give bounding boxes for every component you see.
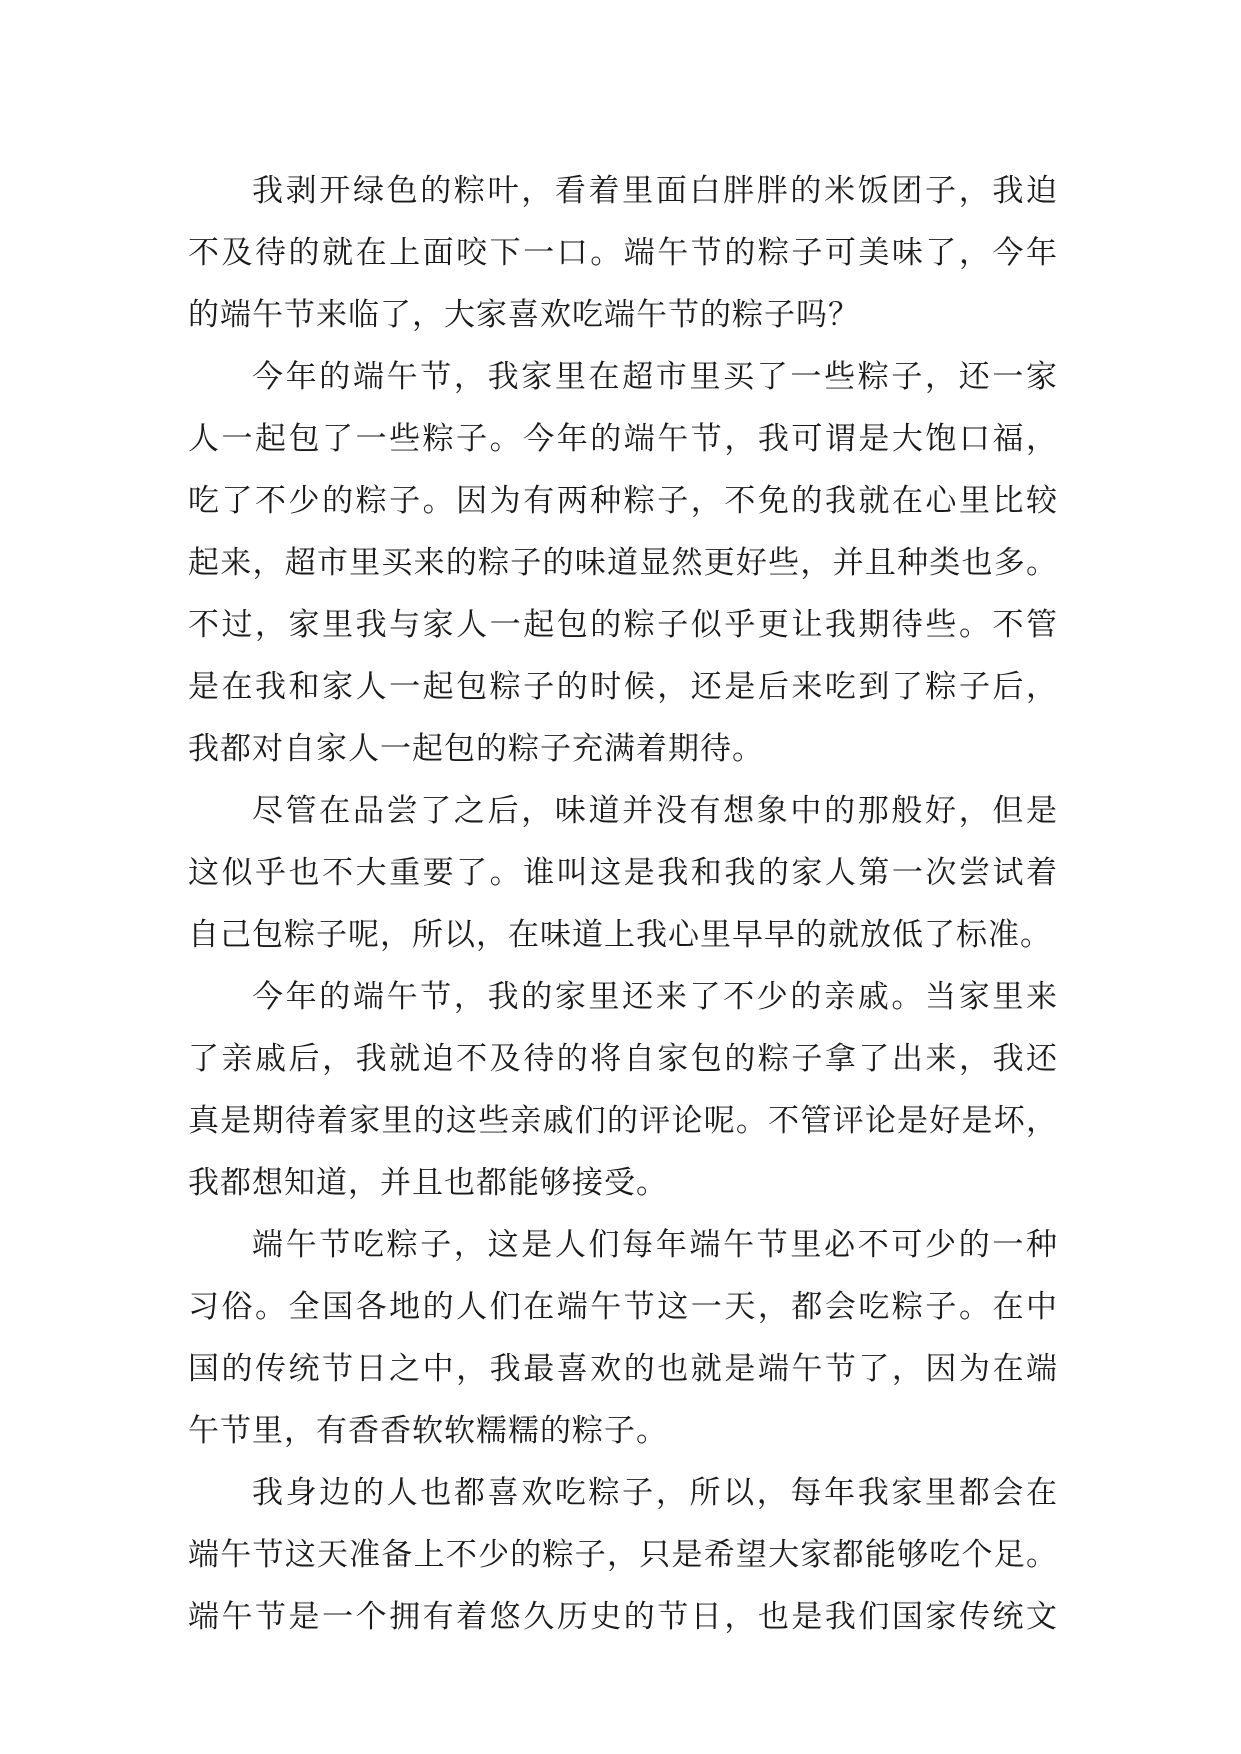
text-line: 尽管在品尝了之后，味道并没有想象中的那般好，但是 xyxy=(252,793,1058,829)
text-line: 今年的端午节，我的家里还来了不少的亲戚。当家里来 xyxy=(252,979,1058,1015)
text-line: 了亲戚后，我就迫不及待的将自家包的粽子拿了出来，我还 xyxy=(188,1041,1058,1077)
text-line: 端午节是一个拥有着悠久历史的节日，也是我们国家传统文 xyxy=(188,1599,1058,1635)
text-line: 是在我和家人一起包粽子的时候，还是后来吃到了粽子后， xyxy=(188,669,1058,705)
text-line: 自己包粽子呢，所以，在味道上我心里早早的就放低了标准。 xyxy=(188,917,1052,953)
text-line: 这似乎也不大重要了。谁叫这是我和我的家人第一次尝试着 xyxy=(188,855,1058,891)
text-line: 习俗。全国各地的人们在端午节这一天，都会吃粽子。在中 xyxy=(188,1289,1058,1325)
text-line: 不过，家里我与家人一起包的粽子似乎更让我期待些。不管 xyxy=(188,607,1058,643)
paragraph xyxy=(188,346,1058,780)
text-line: 起来，超市里买来的粽子的味道显然更好些，并且种类也多。 xyxy=(188,545,1058,581)
paragraph xyxy=(188,160,1058,346)
text-line: 真是期待着家里的这些亲戚们的评论呢。不管评论是好是坏， xyxy=(188,1103,1058,1139)
paragraph xyxy=(188,1214,1058,1462)
paragraph xyxy=(188,1462,1058,1648)
text-line: 不及待的就在上面咬下一口。端午节的粽子可美味了，今年 xyxy=(188,235,1058,271)
text-line: 我都对自家人一起包的粽子充满着期待。 xyxy=(188,731,764,767)
text-line: 端午节这天准备上不少的粽子，只是希望大家都能够吃个足。 xyxy=(188,1537,1058,1573)
text-line: 端午节吃粽子，这是人们每年端午节里必不可少的一种 xyxy=(252,1227,1058,1263)
text-line: 吃了不少的粽子。因为有两种粽子，不免的我就在心里比较 xyxy=(188,483,1058,519)
paragraph xyxy=(188,780,1058,966)
paragraph xyxy=(188,966,1058,1214)
text-line: 午节里，有香香软软糯糯的粽子。 xyxy=(188,1413,668,1449)
text-line: 我都想知道，并且也都能够接受。 xyxy=(188,1165,668,1201)
article-body xyxy=(188,160,1058,1648)
text-line: 今年的端午节，我家里在超市里买了一些粽子，还一家 xyxy=(252,359,1058,395)
text-line: 人一起包了一些粽子。今年的端午节，我可谓是大饱口福， xyxy=(188,421,1058,457)
text-line: 我剥开绿色的粽叶，看着里面白胖胖的米饭团子，我迫 xyxy=(252,173,1058,209)
text-line: 的端午节来临了，大家喜欢吃端午节的粽子吗？ xyxy=(188,297,860,333)
text-line: 我身边的人也都喜欢吃粽子，所以，每年我家里都会在 xyxy=(252,1475,1058,1511)
text-line: 国的传统节日之中，我最喜欢的也就是端午节了，因为在端 xyxy=(188,1351,1058,1387)
